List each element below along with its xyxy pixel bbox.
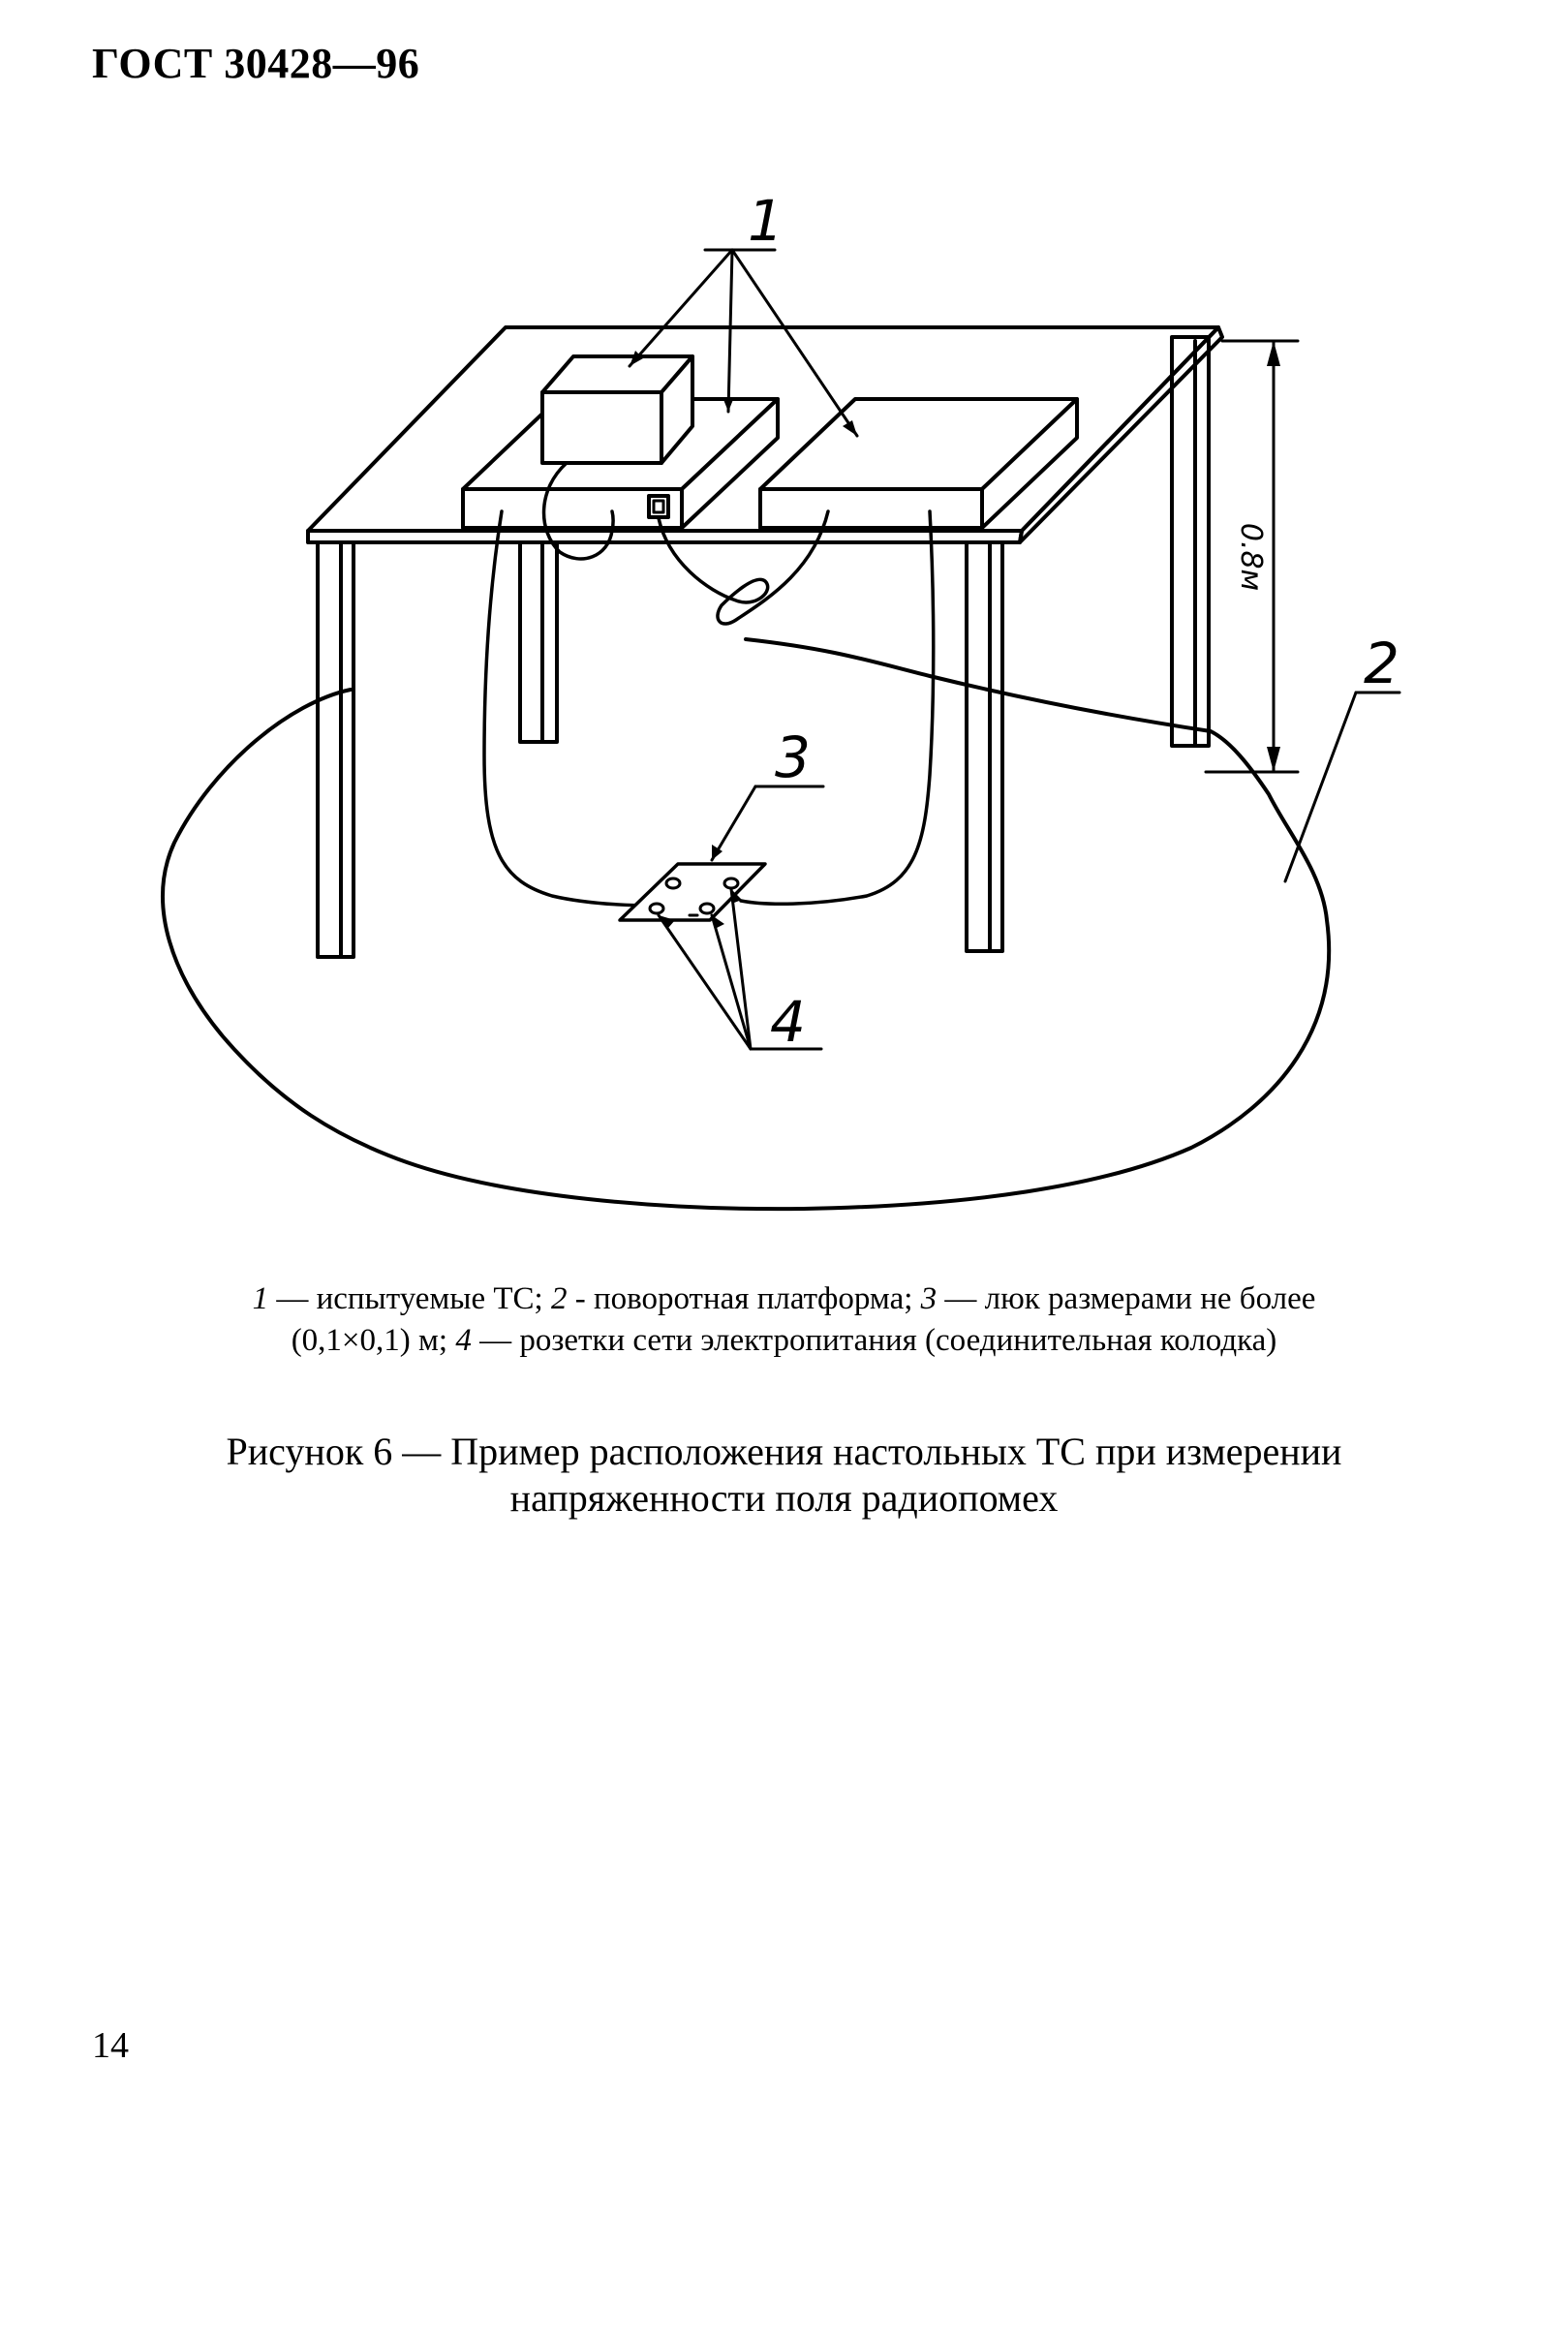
legend-text-2: - поворотная платформа; — [567, 1281, 921, 1316]
legend-number-1: 1 — [252, 1281, 269, 1316]
equipment-under-test-right — [760, 399, 1077, 528]
legend-line-1 — [116, 1278, 1452, 1320]
legend-text-4: (0,1×0,1) м; — [291, 1323, 456, 1358]
caption-line-1: Рисунок 6 — Пример расположения настольных ТС при измерении — [226, 1430, 1342, 1473]
callout-1: 1 — [748, 188, 784, 254]
callout-4: 4 — [770, 989, 806, 1055]
legend-number-2: 2 — [550, 1281, 568, 1316]
callout-2: 2 — [1364, 631, 1399, 696]
table-leg-back-left — [520, 542, 557, 742]
equipment-under-test-small-box — [542, 356, 692, 463]
table-leg-front-left — [318, 542, 354, 957]
table-leg-back-right — [1172, 337, 1209, 746]
document-header: ГОСТ 30428—96 — [92, 40, 420, 87]
legend-number-3: 3 — [920, 1281, 938, 1316]
page-number: 14 — [92, 2025, 129, 2066]
legend-line-2 — [116, 1320, 1452, 1362]
figure-legend — [116, 1278, 1452, 1362]
table-leg-front-right — [967, 542, 1002, 951]
legend-text-1: — испытуемые ТС; — [268, 1281, 551, 1316]
legend-text-5: — розетки сети электропитания (соединительная колодка) — [471, 1323, 1277, 1358]
turntable-floor-outline — [163, 639, 1329, 1209]
height-dimension-label: 0.8м — [1234, 522, 1268, 592]
legend-text-3: — люк размерами не более — [937, 1281, 1316, 1316]
caption-line-2: напряженности поля радиопомех — [509, 1476, 1059, 1520]
leader-lines — [630, 250, 1399, 1049]
legend-number-4: 4 — [455, 1323, 472, 1358]
callout-3: 3 — [775, 724, 811, 790]
figure-caption — [97, 1429, 1471, 1522]
floor-hatch — [620, 864, 765, 920]
